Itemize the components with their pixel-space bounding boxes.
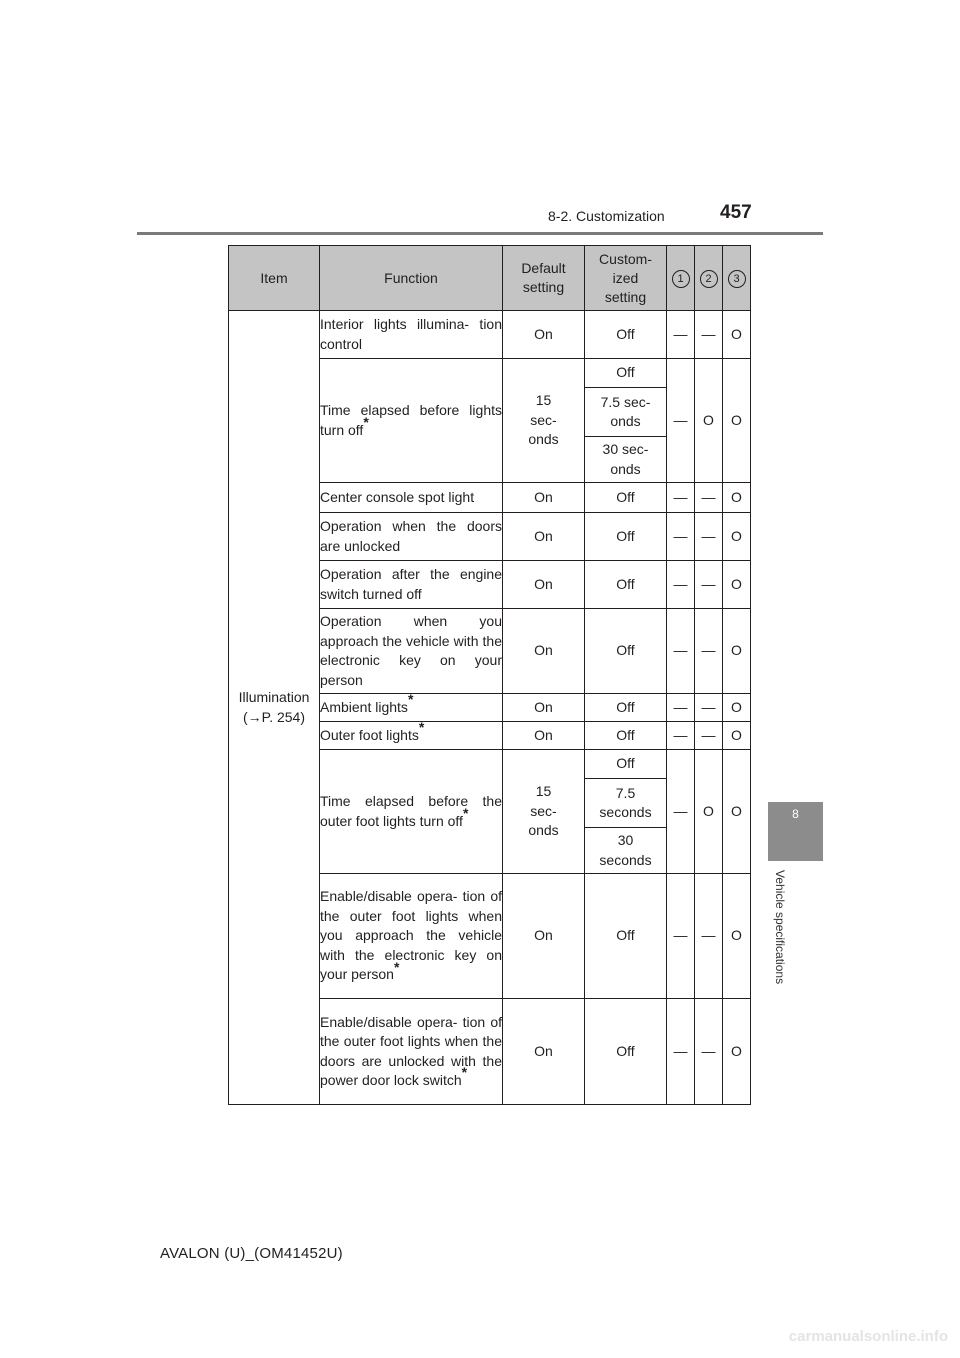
col1-cell: —: [667, 483, 695, 513]
col2-cell: —: [695, 999, 723, 1105]
header-function: Function: [320, 246, 503, 311]
header-col2: [695, 246, 723, 311]
circled-2-icon: 2: [700, 270, 718, 288]
function-cell: Operation after the engine switch turned off: [320, 561, 503, 609]
footnote-asterisk: *: [418, 719, 425, 736]
header-col1: [667, 246, 695, 311]
header-divider: [137, 232, 823, 235]
footnote-asterisk: *: [461, 1064, 468, 1081]
col3-cell: O: [723, 311, 751, 359]
function-text: Enable/disable opera- tion of the outer foot lights when you approach the vehicle with the electronic key on your person: [320, 888, 502, 983]
function-cell: [320, 719, 503, 750]
model-code-footer: AVALON (U)_(OM41452U): [160, 1245, 343, 1262]
custom-option-cell: 7.5 sec- onds: [585, 388, 667, 437]
function-text: Enable/disable opera- tion of the outer foot lights when the doors are unlocked with the power door lock switch: [320, 1013, 502, 1088]
col1-cell: —: [667, 874, 695, 999]
col2-cell: —: [695, 513, 723, 561]
page-number: 457: [720, 202, 752, 223]
default-cell: On: [503, 483, 585, 513]
default-cell: On: [503, 609, 585, 694]
col2-cell: O: [695, 750, 723, 874]
item-label: Illumination: [238, 689, 310, 705]
function-cell: [320, 750, 503, 874]
footnote-asterisk: *: [393, 958, 400, 975]
circled-1-icon: 1: [672, 270, 690, 288]
custom-option-cell: Off: [585, 750, 667, 779]
function-cell: Interior lights illumina- tion control: [320, 311, 503, 359]
function-cell: [320, 999, 503, 1105]
custom-cell: Off: [585, 874, 667, 999]
custom-option-cell: 30 seconds: [585, 828, 667, 874]
item-page-ref[interactable]: (→P. 254): [243, 708, 305, 725]
default-cell: 15 sec- onds: [503, 359, 585, 483]
default-cell: On: [503, 999, 585, 1105]
custom-cell: Off: [585, 999, 667, 1105]
function-cell: [320, 359, 503, 483]
default-cell: On: [503, 694, 585, 722]
default-cell: 15 sec- onds: [503, 750, 585, 874]
col3-cell: O: [723, 609, 751, 694]
col1-cell: —: [667, 750, 695, 874]
chapter-side-label-text: Vehicle specifications: [773, 870, 787, 985]
col2-cell: —: [695, 561, 723, 609]
footnote-asterisk: *: [462, 804, 469, 821]
chapter-tab[interactable]: [768, 802, 823, 861]
col3-cell: O: [723, 359, 751, 483]
col1-cell: —: [667, 561, 695, 609]
function-cell: Center console spot light: [320, 483, 503, 513]
customization-table: [228, 245, 751, 1105]
col3-cell: O: [723, 999, 751, 1105]
table-row: [229, 311, 751, 359]
custom-option-cell: Off: [585, 359, 667, 388]
function-cell: [320, 691, 503, 722]
col1-cell: —: [667, 999, 695, 1105]
function-cell: Operation when the doors are unlocked: [320, 513, 503, 561]
header-item: Item: [229, 246, 320, 311]
col1-cell: —: [667, 609, 695, 694]
default-cell: On: [503, 561, 585, 609]
function-cell: [320, 874, 503, 999]
custom-cell: Off: [585, 311, 667, 359]
col2-cell: O: [695, 359, 723, 483]
col2-cell: —: [695, 874, 723, 999]
watermark: carmanualsonline.info: [788, 1328, 948, 1345]
section-title: 8-2. Customization: [548, 208, 665, 224]
col1-cell: —: [667, 722, 695, 750]
col2-cell: —: [695, 311, 723, 359]
item-illumination: [229, 311, 320, 1105]
custom-cell: Off: [585, 513, 667, 561]
col3-cell: O: [723, 874, 751, 999]
col1-cell: —: [667, 513, 695, 561]
custom-cell: Off: [585, 694, 667, 722]
circled-3-icon: 3: [728, 270, 746, 288]
col2-cell: —: [695, 722, 723, 750]
header-customized-setting: Custom- ized setting: [585, 246, 667, 311]
default-cell: On: [503, 874, 585, 999]
col1-cell: —: [667, 694, 695, 722]
custom-option-cell: 30 sec- onds: [585, 437, 667, 483]
col1-cell: —: [667, 311, 695, 359]
custom-cell: Off: [585, 609, 667, 694]
col3-cell: O: [723, 750, 751, 874]
custom-option-cell: 7.5 seconds: [585, 779, 667, 828]
chapter-side-label: [752, 870, 808, 1030]
col2-cell: —: [695, 609, 723, 694]
footnote-asterisk: *: [407, 691, 414, 708]
default-cell: On: [503, 513, 585, 561]
function-text: Ambient lights: [320, 698, 408, 715]
function-text: Time elapsed before lights turn off: [320, 402, 502, 438]
chapter-number: 8: [792, 807, 799, 821]
col3-cell: O: [723, 561, 751, 609]
col2-cell: —: [695, 694, 723, 722]
default-cell: On: [503, 311, 585, 359]
function-cell: Operation when you approach the vehicle with the electronic key on your person: [320, 609, 503, 694]
header-default-setting: Default setting: [503, 246, 585, 311]
custom-cell: Off: [585, 561, 667, 609]
col3-cell: O: [723, 722, 751, 750]
function-text: Outer foot lights: [320, 726, 419, 743]
function-text: Time elapsed before the outer foot lights turn off: [320, 793, 502, 829]
col1-cell: —: [667, 359, 695, 483]
footnote-asterisk: *: [363, 413, 369, 430]
col3-cell: O: [723, 694, 751, 722]
custom-cell: Off: [585, 722, 667, 750]
col2-cell: —: [695, 483, 723, 513]
header-col3: [723, 246, 751, 311]
default-cell: On: [503, 722, 585, 750]
table-header-row: [229, 246, 751, 311]
col3-cell: O: [723, 513, 751, 561]
col3-cell: O: [723, 483, 751, 513]
custom-cell: Off: [585, 483, 667, 513]
